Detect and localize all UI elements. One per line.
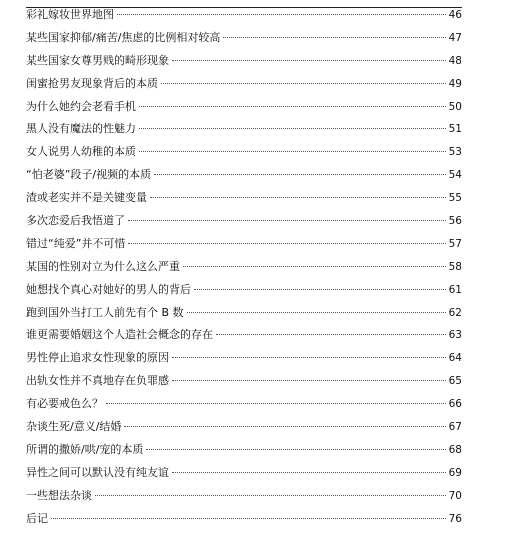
- toc-entry-title: 所谓的撒娇/哄/宠的本质: [26, 442, 144, 456]
- toc-entry[interactable]: [26, 347, 462, 370]
- toc-entry-page: 48: [448, 54, 462, 67]
- toc-entry[interactable]: [26, 462, 462, 485]
- dot-leader: [95, 495, 446, 496]
- toc-entry-page: 66: [448, 398, 462, 411]
- toc-entry-title: 渣或老实并不是关键变量: [26, 191, 147, 205]
- toc-entry-title: 多次恋爱后我悟道了: [26, 214, 125, 228]
- toc-entry-page: 58: [448, 260, 462, 273]
- toc-entry-page: 54: [448, 169, 462, 182]
- toc-entry[interactable]: [26, 4, 462, 27]
- dot-leader: [187, 312, 446, 313]
- toc-entry-title: 出轨女性并不真地存在负罪感: [26, 374, 169, 388]
- toc-entry-title: 彩礼嫁妆世界地图: [26, 8, 114, 21]
- toc-entry-page: 64: [448, 352, 462, 365]
- toc-entry[interactable]: [26, 256, 462, 279]
- toc-entry-page: 76: [448, 512, 462, 525]
- toc-entry[interactable]: [26, 508, 462, 531]
- toc-entry-title: 闺蜜抢男友现象背后的本质: [26, 76, 158, 90]
- toc-entry[interactable]: [26, 233, 462, 256]
- toc-entry[interactable]: [26, 416, 462, 439]
- toc-entry-title: 异性之间可以默认没有纯友谊: [26, 465, 169, 479]
- toc-entry-page: 61: [448, 283, 462, 296]
- toc-entry[interactable]: [26, 50, 462, 73]
- dot-leader: [124, 426, 445, 427]
- dot-leader: [128, 243, 445, 244]
- toc-entry-page: 55: [448, 192, 462, 205]
- dot-leader: [172, 380, 446, 381]
- dot-leader: [172, 357, 446, 358]
- toc-entry-page: 69: [448, 466, 462, 479]
- dot-leader: [139, 128, 446, 129]
- toc-entry[interactable]: [26, 164, 462, 187]
- toc-entry[interactable]: [26, 370, 462, 393]
- toc-entry-page: 53: [448, 146, 462, 159]
- toc-entry[interactable]: [26, 485, 462, 508]
- toc-entry-title: 某国的性别对立为什么这么严重: [26, 259, 180, 273]
- toc-entry-page: 49: [448, 77, 462, 90]
- toc-entry-title: 有必要戒色么？: [26, 397, 103, 411]
- toc-entry-title: 杂谈生死/意义/结婚: [26, 420, 122, 434]
- toc-entry-page: 56: [448, 215, 462, 228]
- toc-entry[interactable]: [26, 27, 462, 50]
- toc-entry[interactable]: [26, 141, 462, 164]
- dot-leader: [139, 106, 446, 107]
- toc-entry-title: 一些想法杂谈: [26, 488, 92, 502]
- toc-entry-page: 51: [448, 123, 462, 136]
- toc-entry-page: 57: [448, 237, 462, 250]
- dot-leader: [183, 266, 446, 267]
- toc-entry-title: 女人说男人幼稚的本质: [26, 145, 136, 159]
- dot-leader: [139, 151, 446, 152]
- toc-entry-page: 68: [448, 443, 462, 456]
- toc-entry-title: 某些国家女尊男贱的畸形现象: [26, 53, 169, 67]
- dot-leader: [146, 449, 445, 450]
- toc-entry-title: 为什么她约会老看手机: [26, 99, 136, 113]
- dot-leader: [128, 220, 446, 221]
- toc-entry-title: “怕老婆”段子/视频的本质: [26, 168, 152, 182]
- dot-leader: [216, 334, 446, 335]
- toc-entry-page: 62: [448, 306, 462, 319]
- toc-entry-page: 63: [448, 329, 462, 342]
- dot-leader: [172, 60, 446, 61]
- toc-entry[interactable]: [26, 96, 462, 119]
- toc-entry-page: 65: [448, 375, 462, 388]
- toc-entry-title: 错过“纯爱”并不可惜: [26, 236, 126, 250]
- toc-entry[interactable]: [26, 187, 462, 210]
- toc-entry-title: 她想找个真心对她好的男人的背后: [26, 282, 191, 296]
- dot-leader: [51, 518, 446, 519]
- toc-entry[interactable]: [26, 324, 462, 347]
- toc-entry[interactable]: [26, 393, 462, 416]
- dot-leader: [172, 472, 446, 473]
- toc-entry[interactable]: [26, 210, 462, 233]
- table-of-contents: [26, 4, 462, 530]
- dot-leader: [117, 14, 446, 15]
- dot-leader: [154, 174, 446, 175]
- toc-entry[interactable]: [26, 279, 462, 302]
- toc-entry-page: 46: [448, 9, 462, 21]
- dot-leader: [194, 289, 446, 290]
- toc-entry-title: 某些国家抑郁/痛苦/焦虑的比例相对较高: [26, 30, 221, 44]
- dot-leader: [150, 197, 446, 198]
- toc-entry-title: 后记: [26, 511, 48, 525]
- toc-entry[interactable]: [26, 439, 462, 462]
- dot-leader: [223, 37, 445, 38]
- toc-entry[interactable]: [26, 302, 462, 325]
- toc-entry-title: 男性停止追求女性现象的原因: [26, 351, 169, 365]
- toc-entry-page: 70: [448, 489, 462, 502]
- toc-entry-title: 谁更需要婚姻这个人造社会概念的存在: [26, 328, 213, 342]
- toc-entry-title: 跑到国外当打工人前先有个 B 数: [26, 305, 184, 319]
- toc-entry-page: 67: [448, 421, 462, 434]
- toc-entry-page: 50: [448, 100, 462, 113]
- toc-entry[interactable]: [26, 118, 462, 141]
- dot-leader: [161, 83, 446, 84]
- dot-leader: [106, 403, 446, 404]
- toc-entry-page: 47: [448, 31, 462, 44]
- toc-entry-title: 黑人没有魔法的性魅力: [26, 122, 136, 136]
- toc-entry[interactable]: [26, 73, 462, 96]
